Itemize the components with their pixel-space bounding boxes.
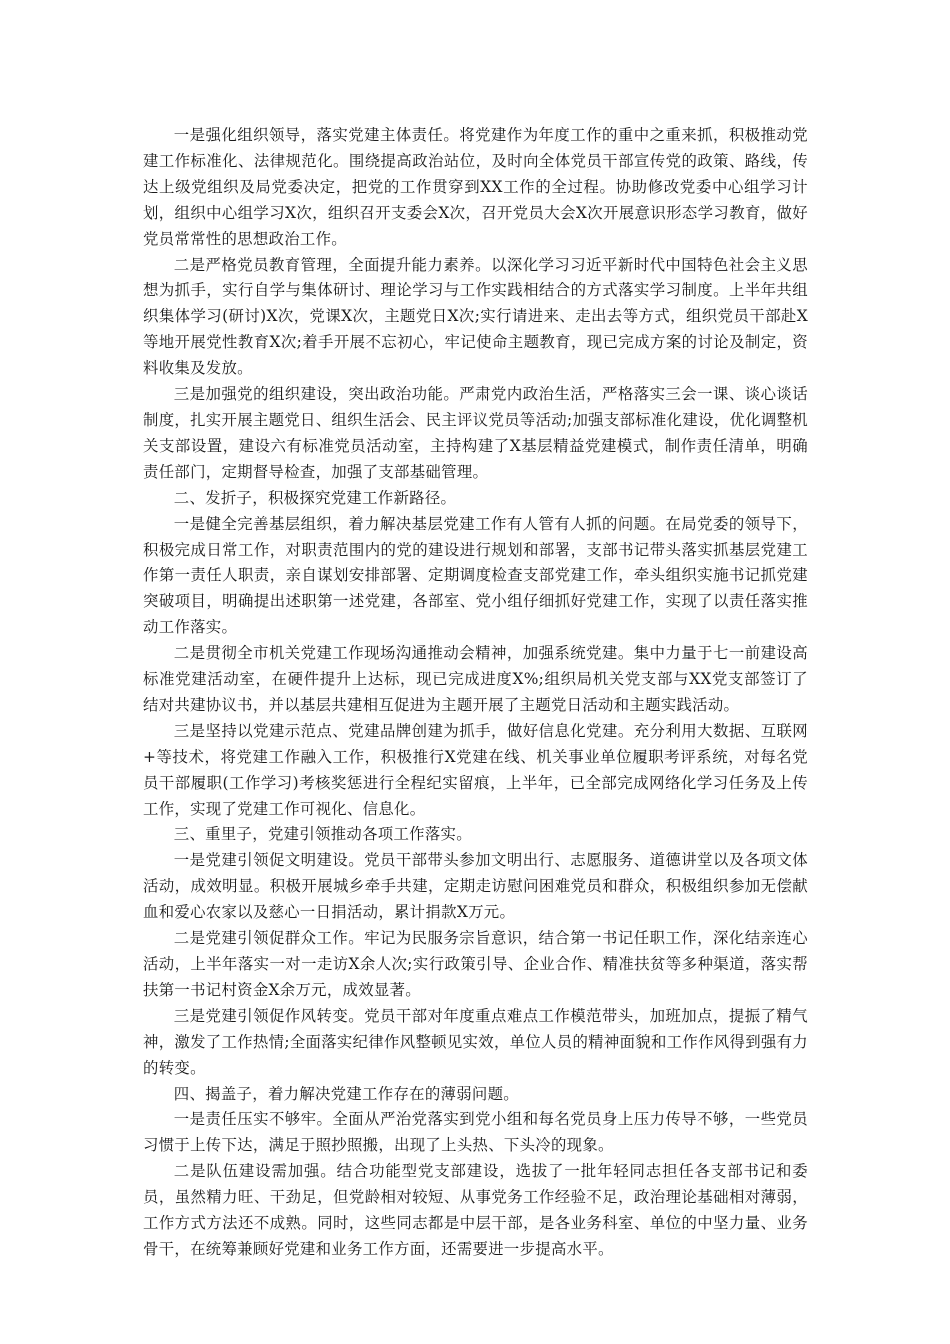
document-body	[143, 123, 808, 1263]
paragraph: 一是健全完善基层组织，着力解决基层党建工作有人管有人抓的问题。在局党委的领导下，积极完成日常工作，对职责范围内的党的建设进行规划和部署，支部书记带头落实抓基层党建工作第一责任人职责，亲自谋划安排部署、定期调度检查支部党建工作，牵头组织实施书记抓党建突破项目，明确提出述职第一述党建，各部室、党小组仔细抓好党建工作，实现了以责任落实推动工作落实。	[143, 514, 808, 637]
section-heading: 三、重里子，党建引领推动各项工作落实。	[173, 825, 472, 844]
paragraph: 二是党建引领促群众工作。牢记为民服务宗旨意识，结合第一书记任职工作，深化结亲连心活动，上半年落实一对一走访X余人次;实行政策引导、企业合作、精准扶贫等多种渠道，落实帮扶第一书记村资金X余万元，成效显著。	[143, 929, 808, 999]
paragraph: 二是贯彻全市机关党建工作现场沟通推动会精神，加强系统党建。集中力量于七一前建设高标准党建活动室，在硬件提升上达标，现已完成进度X%;组织局机关党支部与XX党支部签订了结对共建协议书，并以基层共建相互促进为主题开展了主题党日活动和主题实践活动。	[143, 644, 808, 714]
paragraph: 三是坚持以党建示范点、党建品牌创建为抓手，做好信息化党建。充分利用大数据、互联网+等技术，将党建工作融入工作，积极推行X党建在线、机关事业单位履职考评系统，对每名党员干部履职(工作学习)考核奖惩进行全程纪实留痕，上半年，已全部完成网络化学习任务及上传工作，实现了党建工作可视化、信息化。	[143, 721, 808, 818]
paragraph: 二是队伍建设需加强。结合功能型党支部建设，选拔了一批年轻同志担任各支部书记和委员，虽然精力旺、干劲足，但党龄相对较短、从事党务工作经验不足，政治理论基础相对薄弱，工作方式方法还不成熟。同时，这些同志都是中层干部，是各业务科室、单位的中坚力量、业务骨干，在统筹兼顾好党建和业务工作方面，还需要进一步提高水平。	[143, 1162, 808, 1258]
section-heading: 二、发折子，积极探究党建工作新路径。	[173, 488, 457, 507]
paragraph: 二是严格党员教育管理，全面提升能力素养。以深化学习习近平新时代中国特色社会主义思想为抓手，实行自学与集体研讨、理论学习与工作实践相结合的方式落实学习制度。上半年共组织集体学习(研讨)X次，党课X次，主题党日X次;实行请进来、走出去等方式，组织党员干部赴X等地开展党性教育X次;着手开展不忘初心，牢记使命主题教育，现已完成方案的讨论及制定，资料收集及发放。	[143, 255, 808, 378]
paragraph: 一是强化组织领导，落实党建主体责任。将党建作为年度工作的重中之重来抓，积极推动党建工作标准化、法律规范化。围绕提高政治站位，及时向全体党员干部宣传党的政策、路线，传达上级党组织及局党委决定，把党的工作贯穿到XX工作的全过程。协助修改党委中心组学习计划，组织中心组学习X次，组织召开支委会X次，召开党员大会X次开展意识形态学习教育，做好党员常常性的思想政治工作。	[143, 126, 808, 248]
section-heading: 四、揭盖子，着力解决党建工作存在的薄弱问题。	[173, 1084, 519, 1103]
paragraph: 三是加强党的组织建设，突出政治功能。严肃党内政治生活，严格落实三会一课、谈心谈话制度，扎实开展主题党日、组织生活会、民主评议党员等活动;加强支部标准化建设，优化调整机关支部设置，建设六有标准党员活动室，主持构建了X基层精益党建模式，制作责任清单，明确责任部门，定期督导检查，加强了支部基础管理。	[143, 385, 808, 481]
paragraph: 一是党建引领促文明建设。党员干部带头参加文明出行、志愿服务、道德讲堂以及各项文体活动，成效明显。积极开展城乡牵手共建，定期走访慰问困难党员和群众，积极组织参加无偿献血和爱心农家以及慈心一日捐活动，累计捐款X万元。	[143, 851, 808, 922]
paragraph: 一是责任压实不够牢。全面从严治党落实到党小组和每名党员身上压力传导不够，一些党员习惯于上传下达，满足于照抄照搬，出现了上头热、下头冷的现象。	[143, 1110, 808, 1155]
paragraph: 三是党建引领促作风转变。党员干部对年度重点难点工作模范带头，加班加点，提振了精气神，激发了工作热情;全面落实纪律作风整顿见实效，单位人员的精神面貌和工作作风得到强有力的转变。	[143, 1006, 808, 1077]
